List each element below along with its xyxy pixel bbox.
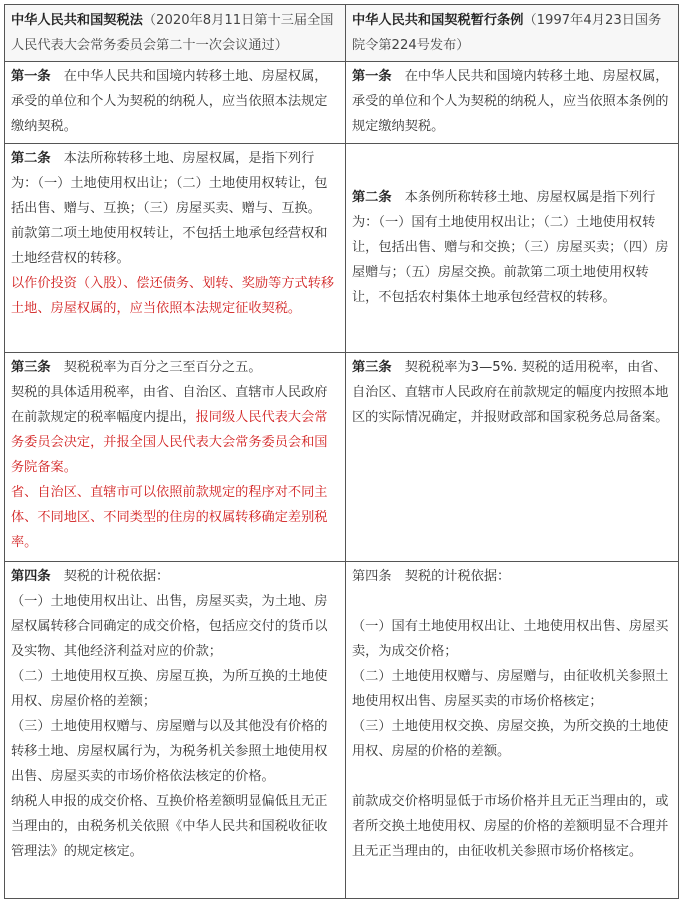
header-left-title: 中华人民共和国契税法 [11, 13, 143, 28]
article-1-old [346, 62, 679, 144]
paragraph: （一）国有土地使用权出让、土地使用权出售、房屋买卖，为成交价格； [352, 619, 669, 659]
article-3-old [346, 353, 679, 562]
paragraph: （一）土地使用权出让、出售，房屋买卖，为土地、房屋权属转移合同确定的成交价格，包括应交付的货币以及实物、其他经济利益对应的价款； [11, 594, 328, 659]
article-4-old [346, 562, 679, 899]
article-label: 第二条 [352, 189, 392, 205]
article-label: 第四条 [11, 569, 51, 584]
article-label: 第三条 [352, 360, 392, 375]
highlighted-new-clause: 以作价投资（入股）、偿还债务、划转、奖励等方式转移土地、房屋权属的，应当依照本法规定征收契税。 [11, 276, 335, 316]
article-1-new [5, 62, 346, 144]
paragraph: 第四条 契税的计税依据： [352, 569, 511, 584]
article-text: 本法所称转移土地、房屋权属，是指下列行为：（一）土地使用权出让；（二）土地使用权转让，包括出售、赠与、互换；（三）房屋买卖、赠与、互换。 [11, 151, 328, 216]
article-1-row [5, 62, 679, 144]
article-text: 在中华人民共和国境内转移土地、房屋权属，承受的单位和个人为契税的纳税人，应当依照本条例的规定缴纳契税。 [352, 69, 669, 134]
header-left [5, 5, 346, 62]
paragraph: （二）土地使用权赠与、房屋赠与，由征收机关参照土地使用权出售、房屋买卖的市场价格核定； [352, 669, 669, 709]
header-right-title: 中华人民共和国契税暂行条例 [352, 13, 524, 28]
article-label: 第二条 [11, 151, 51, 166]
paragraph [352, 185, 672, 310]
highlighted-new-clause: 报同级人民代表大会常务委员会决定，并报全国人民代表大会常务委员会和国务院备案。 [11, 410, 328, 475]
paragraph: 前款第二项土地使用权转让，不包括土地承包经营权和土地经营权的转移。 [11, 226, 328, 266]
paragraph [352, 355, 672, 430]
paragraph: （二）土地使用权互换、房屋互换，为所互换的土地使用权、房屋价格的差额； [11, 669, 328, 709]
spacer [352, 589, 672, 614]
article-text: 契税税率为3—5%. 契税的适用税率，由省、自治区、直辖市人民政府在前款规定的幅度内按照本地区的实际情况确定，并报财政部和国家税务总局备案。 [352, 360, 669, 425]
article-2-new [5, 144, 346, 353]
article-label: 第一条 [352, 69, 392, 84]
article-label: 第一条 [11, 69, 51, 84]
article-text: 契税的具体适用税率，由省、自治区、直辖市人民政府在前款规定的税率幅度内提出， [11, 385, 328, 425]
comparison-table [4, 4, 679, 899]
article-4-new [5, 562, 346, 899]
paragraph [11, 564, 339, 589]
paragraph [352, 64, 672, 139]
paragraph [11, 64, 339, 139]
paragraph: 前款成交价格明显低于市场价格并且无正当理由的，或者所交换土地使用权、房屋的价格的差额明显不合理并且无正当理由的，由征收机关参照市场价格核定。 [352, 794, 669, 859]
article-text: 本条例所称转移土地、房屋权属是指下列行为：（一）国有土地使用权出让；（二）土地使用权转让，包括出售、赠与和交换；（三）房屋买卖；（四）房屋赠与；（五）房屋交换。前款第二项土地使用权转让，不包括农村集体土地承包经营权的转移。 [352, 189, 669, 305]
paragraph: （三）土地使用权赠与、房屋赠与以及其他没有价格的转移土地、房屋权属行为，为税务机关参照土地使用权出售、房屋买卖的市场价格依法核定的价格。 [11, 719, 328, 784]
header-right-subtitle: （1997年4月23日国务院令第224号发布） [352, 13, 662, 53]
article-4-row [5, 562, 679, 899]
article-text: 在中华人民共和国境内转移土地、房屋权属，承受的单位和个人为契税的纳税人，应当依照本法规定缴纳契税。 [11, 69, 328, 134]
paragraph: 纳税人申报的成交价格、互换价格差额明显偏低且无正当理由的，由税务机关依照《中华人民共和国税收征收管理法》的规定核定。 [11, 794, 328, 859]
article-3-row [5, 353, 679, 562]
header-row [5, 5, 679, 62]
paragraph [11, 355, 339, 380]
article-text: 契税的计税依据： [50, 569, 170, 584]
header-left-subtitle: （2020年8月11日第十三届全国人民代表大会常务委员会第二十一次会议通过） [11, 13, 334, 53]
header-right [346, 5, 679, 62]
article-text: 契税税率为百分之三至百分之五。 [50, 360, 262, 375]
spacer [352, 764, 672, 789]
paragraph [11, 146, 339, 221]
paragraph: （三）土地使用权交换、房屋交换，为所交换的土地使用权、房屋的价格的差额。 [352, 719, 669, 759]
article-3-new [5, 353, 346, 562]
highlighted-new-clause: 省、自治区、直辖市可以依照前款规定的程序对不同主体、不同地区、不同类型的住房的权属转移确定差别税率。 [11, 485, 328, 550]
article-2-old [346, 144, 679, 353]
paragraph [11, 380, 339, 480]
article-2-row [5, 144, 679, 353]
article-label: 第三条 [11, 360, 51, 375]
